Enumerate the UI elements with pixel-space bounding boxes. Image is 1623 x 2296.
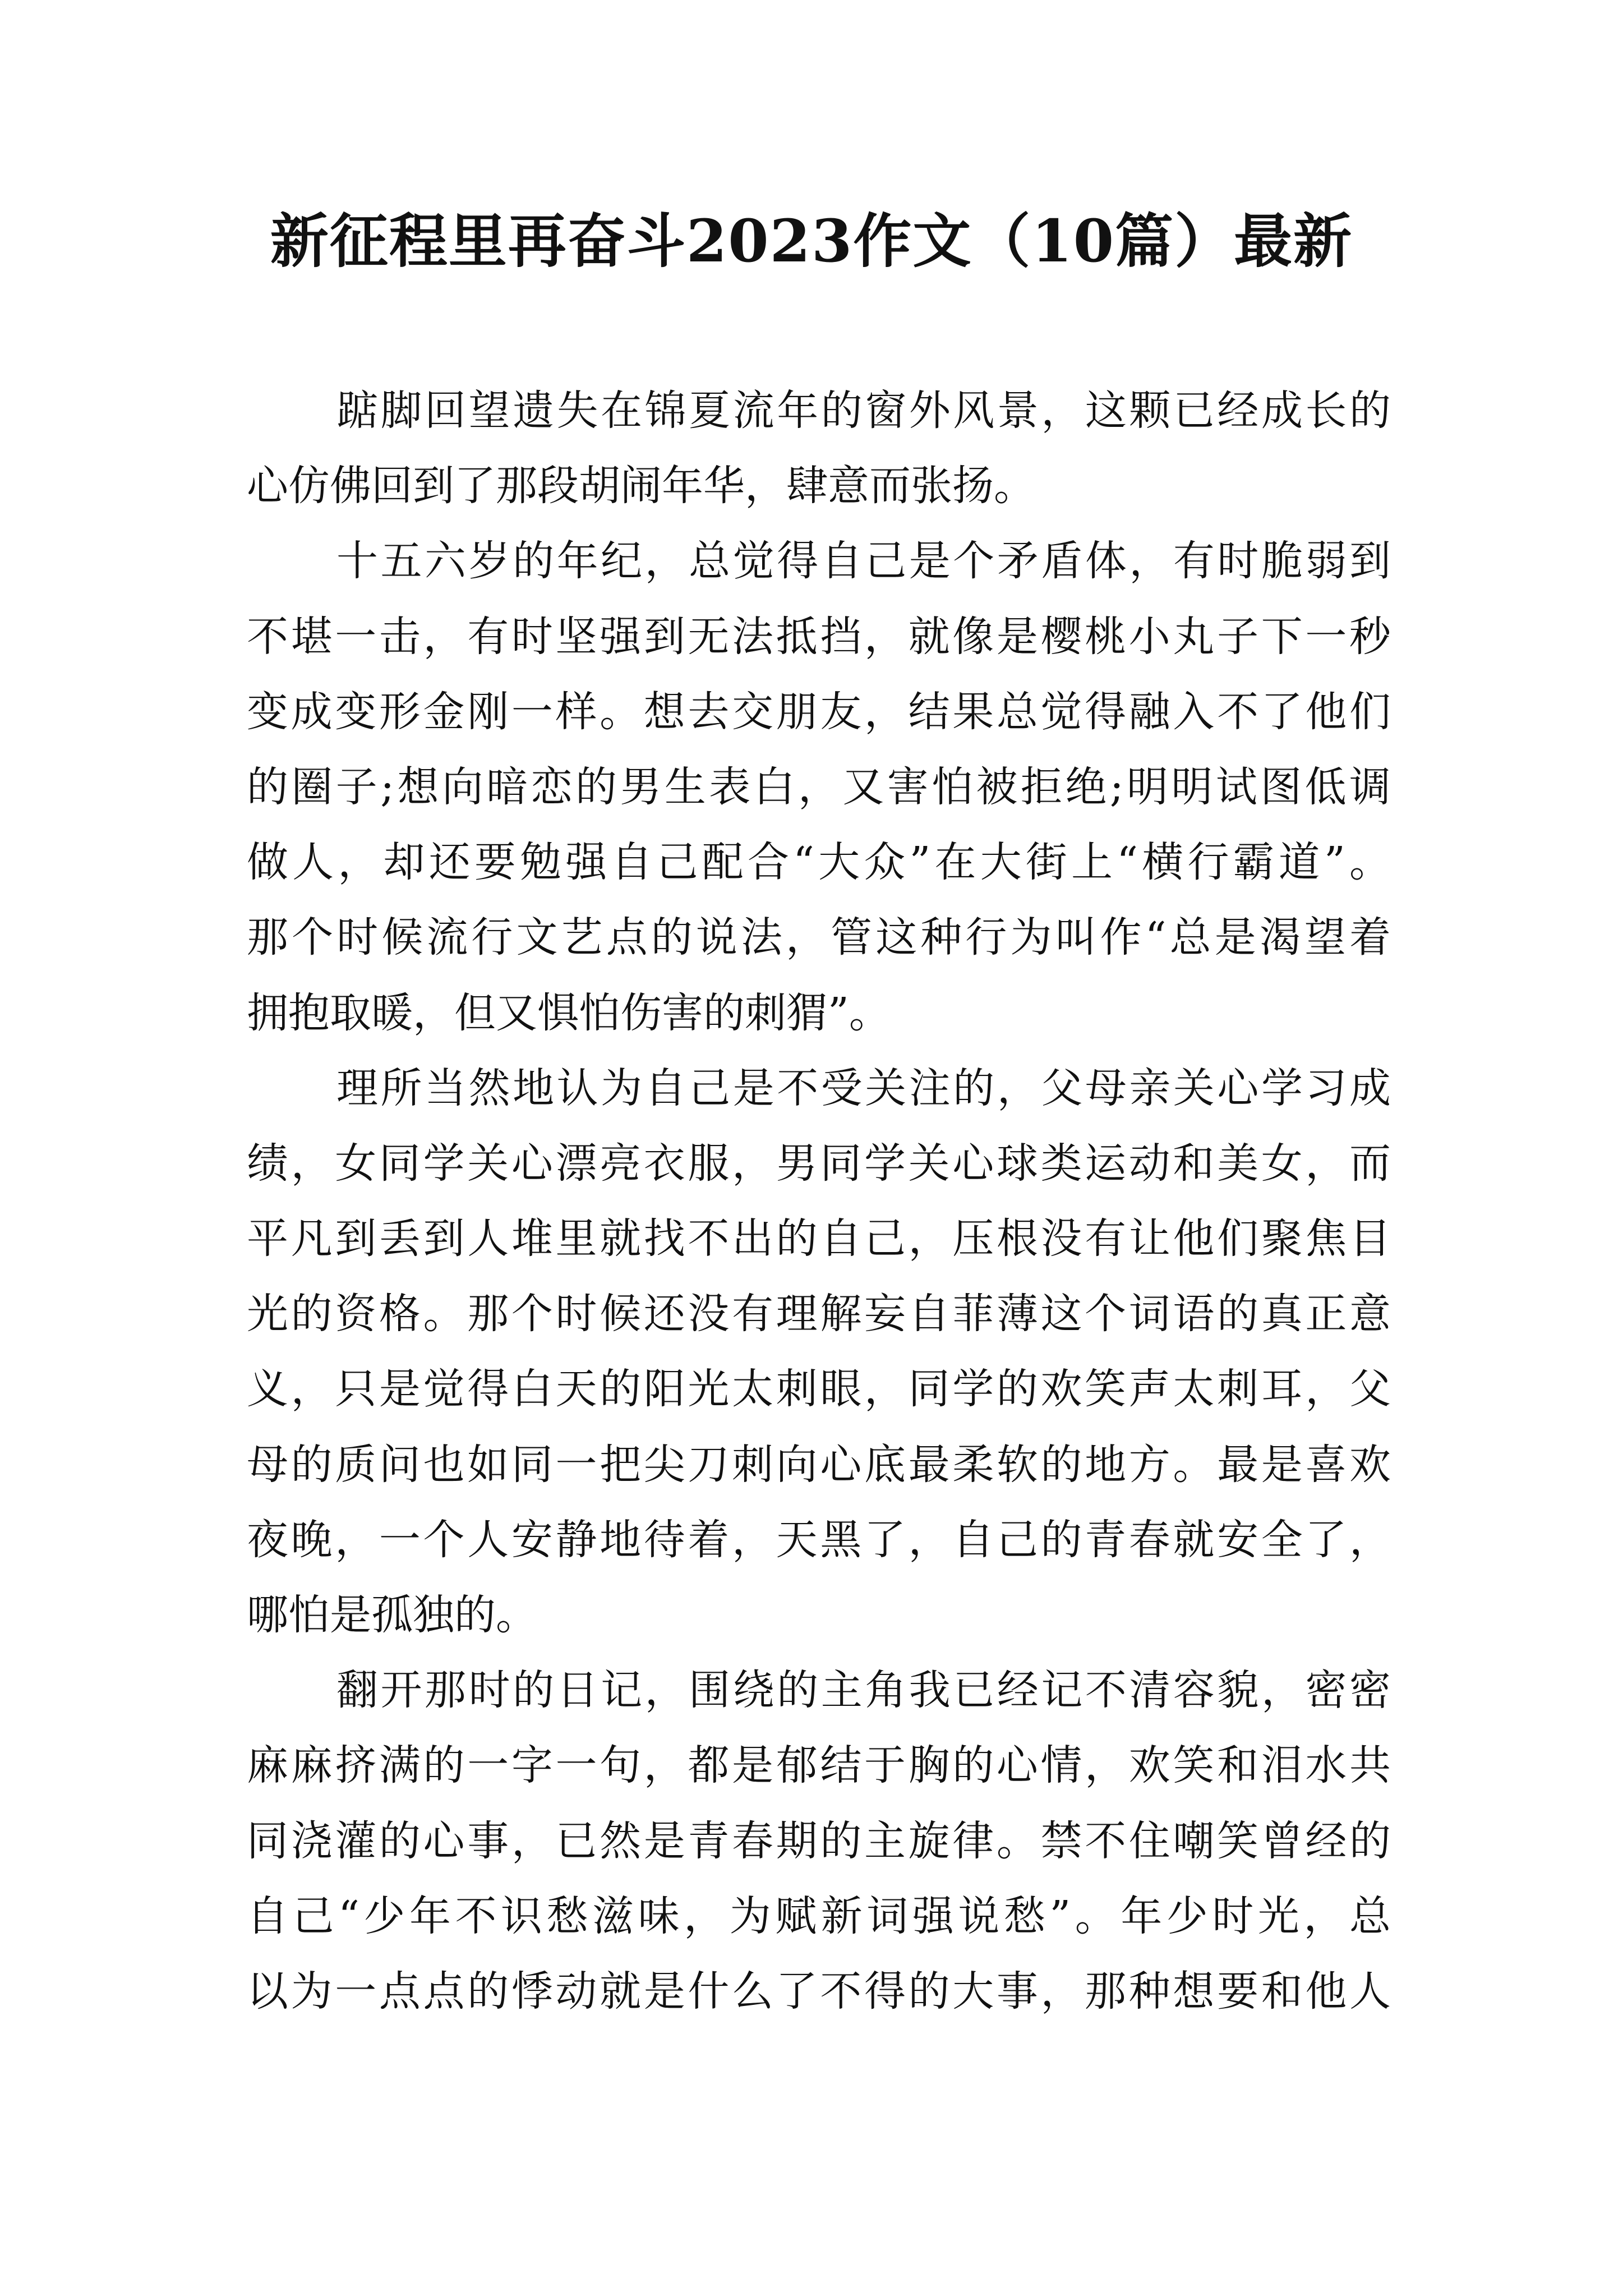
paragraph-4 <box>247 1653 1391 2029</box>
paragraph-line: 义，只是觉得白天的阳光太刺眼，同学的欢笑声太刺耳，父 <box>247 1365 1391 1414</box>
paragraph-3 <box>247 1051 1391 1653</box>
paragraph-line: 那个时候流行文艺点的说法，管这种行为叫作“总是渴望着 <box>247 913 1391 962</box>
paragraph-line: 平凡到丢到人堆里就找不出的自己，压根没有让他们聚焦目 <box>247 1214 1391 1263</box>
paragraph-line: 做人，却还要勉强自己配合“大众”在大街上“横行霸道”。 <box>247 838 1391 887</box>
paragraph-1 <box>247 373 1391 523</box>
paragraph-2 <box>247 523 1391 1050</box>
paragraph-line: 变成变形金刚一样。想去交朋友，结果总觉得融入不了他们 <box>247 687 1391 736</box>
paragraph-line: 拥抱取暖，但又惧怕伤害的刺猬”。 <box>247 988 891 1037</box>
paragraph-line: 十五六岁的年纪，总觉得自己是个矛盾体，有时脆弱到 <box>336 537 1391 586</box>
paragraph-line: 翻开那时的日记，围绕的主角我已经记不清容貌，密密 <box>336 1666 1391 1715</box>
paragraph-line: 母的质问也如同一把尖刀刺向心底最柔软的地方。最是喜欢 <box>247 1440 1391 1489</box>
paragraph-line: 踮脚回望遗失在锦夏流年的窗外风景，这颗已经成长的 <box>336 386 1391 435</box>
paragraph-line: 自己“少年不识愁滋味，为赋新词强说愁”。年少时光，总 <box>247 1892 1391 1940</box>
document-body <box>247 373 1391 2029</box>
paragraph-line: 光的资格。那个时候还没有理解妄自菲薄这个词语的真正意 <box>247 1290 1391 1338</box>
paragraph-line: 心仿佛回到了那段胡闹年华，肆意而张扬。 <box>247 462 1035 510</box>
paragraph-line: 理所当然地认为自己是不受关注的，父母亲关心学习成 <box>336 1064 1391 1112</box>
document-title: 新征程里再奋斗2023作文（10篇）最新 <box>270 206 1353 275</box>
paragraph-line: 麻麻挤满的一字一句，都是郁结于胸的心情，欢笑和泪水共 <box>247 1741 1391 1790</box>
paragraph-line: 哪怕是孤独的。 <box>247 1591 537 1639</box>
paragraph-line: 同浇灌的心事，已然是青春期的主旋律。禁不住嘲笑曾经的 <box>247 1816 1391 1865</box>
paragraph-line: 夜晚，一个人安静地待着，天黑了，自己的青春就安全了， <box>247 1515 1391 1564</box>
paragraph-line: 不堪一击，有时坚强到无法抵挡，就像是樱桃小丸子下一秒 <box>247 612 1391 661</box>
paragraph-line: 绩，女同学关心漂亮衣服，男同学关心球类运动和美女，而 <box>247 1139 1391 1188</box>
paragraph-line: 的圈子;想向暗恋的男生表白，又害怕被拒绝;明明试图低调 <box>247 762 1391 811</box>
paragraph-line: 以为一点点的悸动就是什么了不得的大事，那种想要和他人 <box>247 1967 1391 2016</box>
